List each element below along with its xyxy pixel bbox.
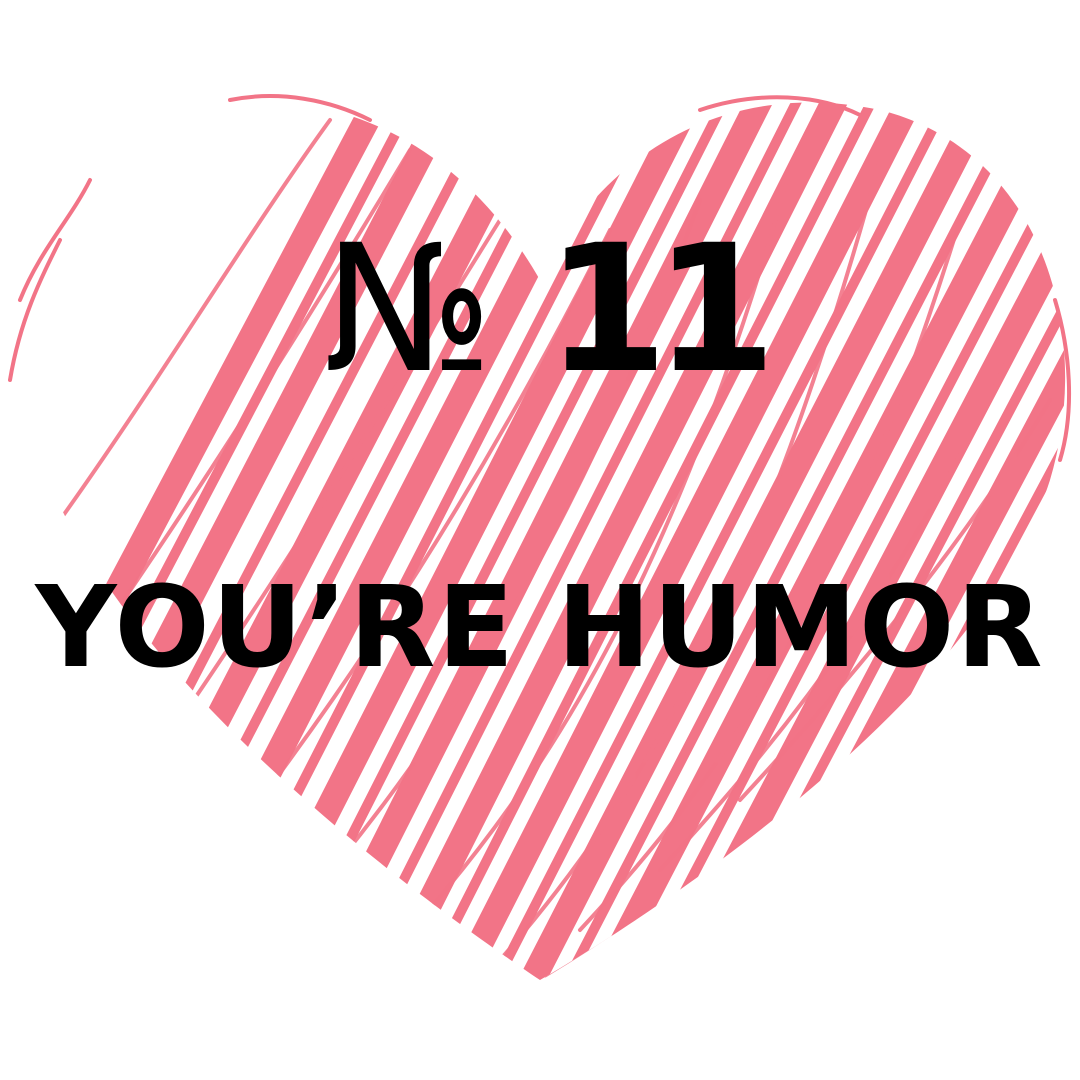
number-sign: № bbox=[324, 207, 490, 412]
card-number bbox=[0, 207, 1080, 412]
number-value: 11 bbox=[545, 207, 763, 412]
headline: YOU’RE HUMOR bbox=[35, 563, 1045, 693]
